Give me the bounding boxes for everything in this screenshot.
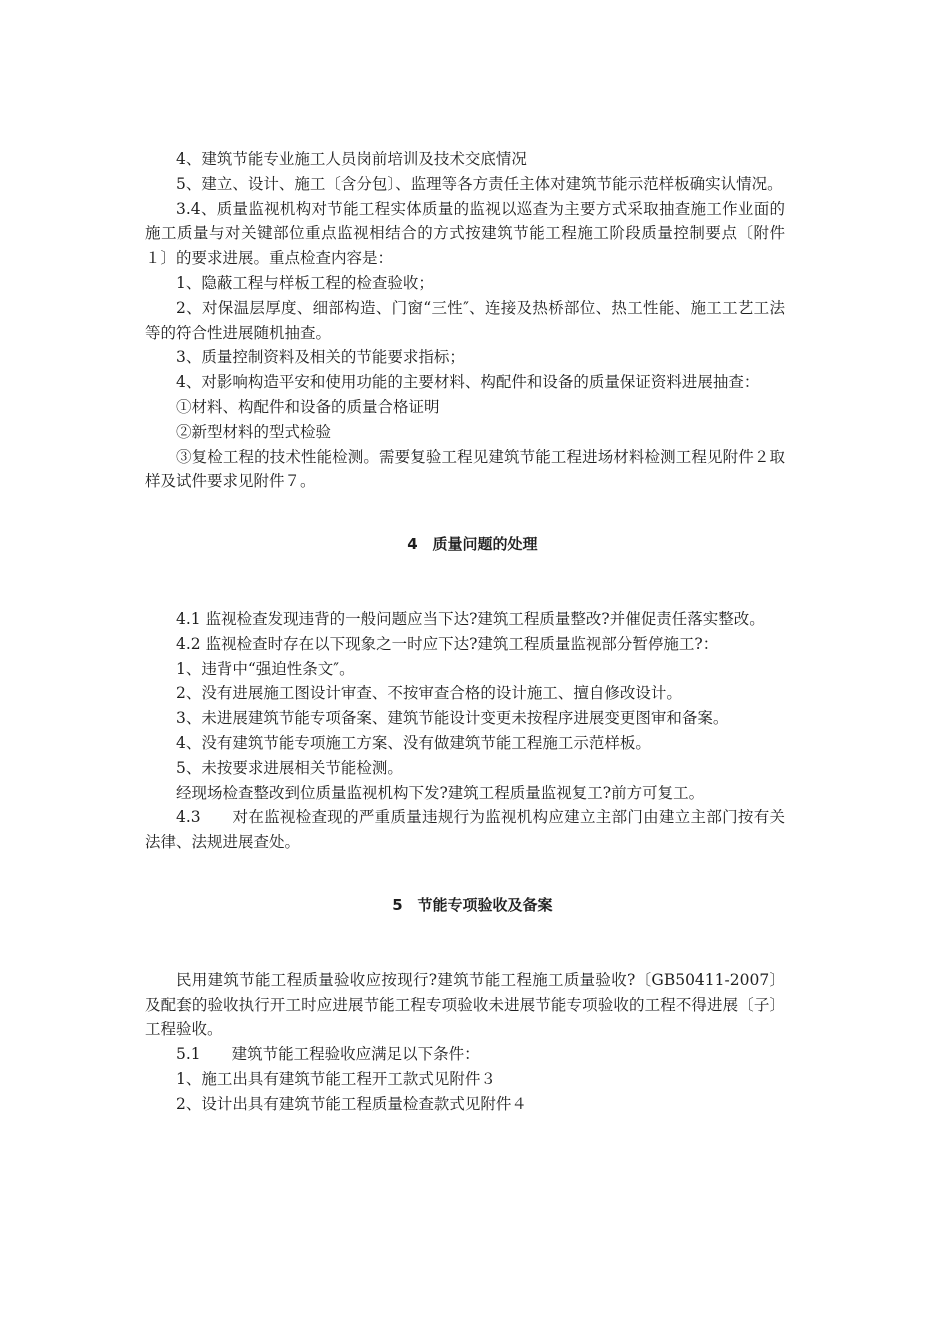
paragraph: 4.2 监视检查时存在以下现象之一时应下达?建筑工程质量监视部分暂停施工?： <box>176 634 719 653</box>
paragraph: 3.4、质量监视机构对节能工程实体质量的监视以巡查为主要方式采取抽查施工作业面的施工质量与对关键部位重点监视相结合的方式按建筑节能工程施工阶段质量控制要点〔附件１〕的要求进展。重点检查内容是： <box>145 199 785 268</box>
paragraph: 2、设计出具有建筑节能工程质量检查款式见附件４ <box>176 1094 527 1113</box>
paragraph: 4、对影响构造平安和使用功能的主要材料、构配件和设备的质量保证资料进展抽查： <box>176 373 760 392</box>
paragraph: ①材料、构配件和设备的质量合格证明 <box>176 397 440 416</box>
paragraph: 4、建筑节能专业施工人员岗前培训及技术交底情况 <box>176 150 527 168</box>
section-title: 节能专项验收及备案 <box>417 895 553 914</box>
paragraph: 民用建筑节能工程质量验收应按现行?建筑节能工程施工质量验收?〔GB50411-2007〕及配套的验收执行开工时应进展节能工程专项验收未进展节能专项验收的工程不得进展〔子〕工程验收。 <box>145 970 785 1039</box>
paragraph: 4、没有建筑节能专项施工方案、没有做建筑节能工程施工示范样板。 <box>176 733 651 752</box>
paragraph: 3、未进展建筑节能专项备案、建筑节能设计变更未按程序进展变更图审和备案。 <box>176 709 729 728</box>
paragraph: 1、违背中“强迫性条文″。 <box>176 659 355 678</box>
paragraph: 5.1 建筑节能工程验收应满足以下条件： <box>176 1045 480 1064</box>
paragraph: 2、没有进展施工图设计审查、不按审查合格的设计施工、擅自修改设计。 <box>176 684 682 703</box>
section-number: 4 <box>407 535 418 554</box>
paragraph: 1、隐蔽工程与样板工程的检查验收； <box>176 273 434 292</box>
paragraph: 1、施工出具有建筑节能工程开工款式见附件３ <box>176 1069 496 1088</box>
section-heading-4 <box>145 532 785 557</box>
paragraph: 2、对保温层厚度、细部构造、门窗“三性″、连接及热桥部位、热工性能、施工工艺工法等的符合性进展随机抽查。 <box>145 298 785 342</box>
paragraph: 5、建立、设计、施工〔含分包〕、监理等各方责任主体对建筑节能示范样板确实认情况。 <box>176 174 783 193</box>
paragraph: 3、质量控制资料及相关的节能要求指标； <box>176 348 465 367</box>
paragraph: 4.1 监视检查发现违背的一般问题应当下达?建筑工程质量整改?并催促责任落实整改。 <box>176 609 765 628</box>
document-page <box>145 147 785 1117</box>
section-number: 5 <box>392 895 403 914</box>
paragraph: 5、未按要求进展相关节能检测。 <box>176 758 403 777</box>
section-heading-5 <box>145 893 785 918</box>
section-title: 质量问题的处理 <box>432 535 538 554</box>
paragraph: ③复检工程的技术性能检测。需要复验工程见建筑节能工程进场材料检测工程见附件２取样及试件要求见附件７。 <box>145 447 785 491</box>
paragraph: 4.3 对在监视检查现的严重质量违规行为监视机构应建立主部门由建立主部门按有关法律、法规进展查处。 <box>145 808 785 852</box>
paragraph: 经现场检查整改到位质量监视机构下发?建筑工程质量监视复工?前方可复工。 <box>176 783 705 802</box>
paragraph: ②新型材料的型式检验 <box>176 422 332 441</box>
